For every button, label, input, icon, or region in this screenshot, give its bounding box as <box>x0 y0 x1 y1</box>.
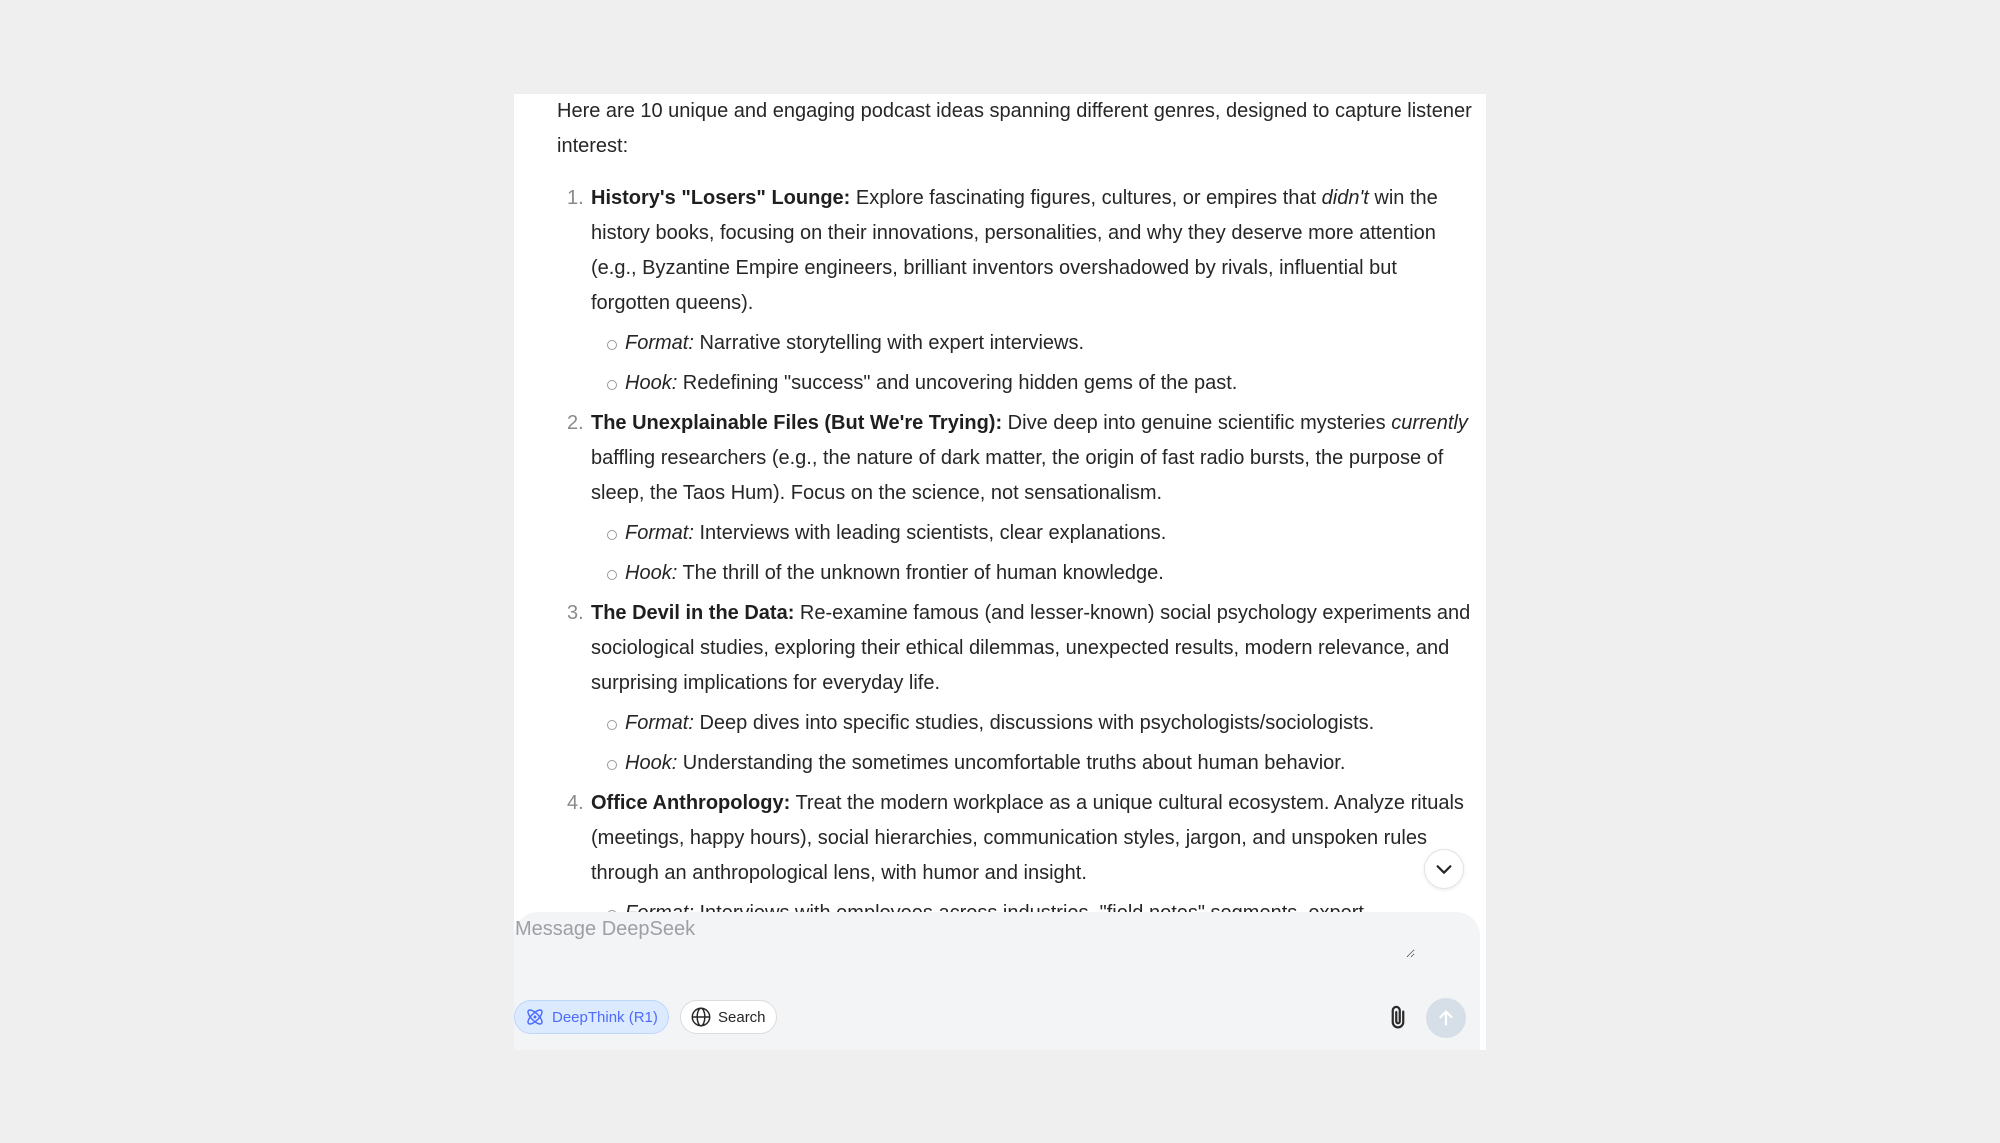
idea-details <box>591 706 1472 781</box>
idea-text: baffling researchers (e.g., the nature of dark matter, the origin of fast radio bursts, the purpose of sleep, the Taos Hum). Focus on the science, not sensationalism. <box>591 447 1444 504</box>
atom-icon <box>524 1006 546 1028</box>
idea-emphasis: currently <box>1391 412 1468 434</box>
format-text: Deep dives into specific studies, discussions with psychologists/sociologists. <box>693 712 1375 734</box>
globe-icon <box>690 1006 712 1028</box>
chat-panel <box>514 94 1486 1050</box>
list-item-number: 1. <box>567 187 584 209</box>
format-label: Format: <box>625 712 694 734</box>
idea-text: Dive deep into genuine scientific mysteries <box>1002 412 1392 434</box>
deepthink-label: DeepThink (R1) <box>552 1008 658 1026</box>
idea-text: win the history books, focusing on their innovations, personalities, and why they deserve more attention (e.g., Byzantine Empire engineers, brilliant inventors overshadowed by rivals, influential but forgotten queens). <box>591 187 1438 314</box>
list-item <box>557 406 1472 591</box>
search-toggle-button[interactable] <box>680 1000 777 1034</box>
hook-text: Redefining "success" and uncovering hidden gems of the past. <box>677 372 1238 394</box>
ideas-list <box>557 181 1472 931</box>
list-item-number: 2. <box>567 412 584 434</box>
idea-title: History's "Losers" Lounge: <box>591 187 851 209</box>
format-item <box>591 326 1472 361</box>
idea-details <box>591 326 1472 401</box>
format-label: Format: <box>625 522 694 544</box>
list-item <box>557 181 1472 401</box>
format-text: Interviews with leading scientists, clear explanations. <box>693 522 1167 544</box>
idea-title: Office Anthropology: <box>591 792 791 814</box>
idea-emphasis: didn't <box>1321 187 1369 209</box>
message-intro: Here are 10 unique and engaging podcast ideas spanning different genres, designed to capture listener interest: <box>557 100 1472 157</box>
format-item <box>591 706 1472 741</box>
idea-text: Explore fascinating figures, cultures, or empires that <box>850 187 1322 209</box>
assistant-message <box>557 94 1472 936</box>
idea-details <box>591 516 1472 591</box>
list-item <box>557 786 1472 931</box>
hook-text: The thrill of the unknown frontier of human knowledge. <box>677 562 1164 584</box>
list-item-number: 3. <box>567 602 584 624</box>
deepthink-toggle-button[interactable] <box>514 1000 669 1034</box>
hook-text: Understanding the sometimes uncomfortable truths about human behavior. <box>677 752 1346 774</box>
idea-text: Re-examine famous (and lesser-known) social psychology experiments and sociological studies, exploring their ethical dilemmas, unexpected results, modern relevance, and surprising implications for everyday life. <box>591 602 1471 694</box>
hook-item <box>591 556 1472 591</box>
paperclip-icon <box>1384 1004 1412 1032</box>
chat-scroll-area[interactable] <box>514 94 1486 912</box>
idea-description <box>591 596 1472 701</box>
scroll-to-bottom-button[interactable] <box>1424 849 1464 889</box>
hook-label: Hook: <box>625 562 678 584</box>
hook-item <box>591 746 1472 781</box>
idea-text: Treat the modern workplace as a unique cultural ecosystem. Analyze rituals (meetings, happy hours), social hierarchies, communication styles, jargon, and unspoken rules through an anthropological lens, with humor and insight. <box>591 792 1464 884</box>
attach-file-button[interactable] <box>1380 1000 1416 1036</box>
list-item-number: 4. <box>567 792 584 814</box>
idea-title: The Unexplainable Files (But We're Trying): <box>591 412 1003 434</box>
idea-title: The Devil in the Data: <box>591 602 795 624</box>
search-label: Search <box>718 1008 766 1026</box>
chevron-down-icon <box>1433 858 1455 880</box>
idea-description <box>591 181 1472 321</box>
list-item <box>557 596 1472 781</box>
format-item <box>591 516 1472 551</box>
format-text: Narrative storytelling with expert interviews. <box>693 332 1085 354</box>
message-input[interactable] <box>515 918 1415 958</box>
arrow-up-icon <box>1435 1007 1457 1029</box>
idea-description <box>591 786 1472 891</box>
format-label: Format: <box>625 332 694 354</box>
hook-item <box>591 366 1472 401</box>
hook-label: Hook: <box>625 752 678 774</box>
hook-label: Hook: <box>625 372 678 394</box>
send-button[interactable] <box>1426 998 1466 1038</box>
idea-description <box>591 406 1472 511</box>
